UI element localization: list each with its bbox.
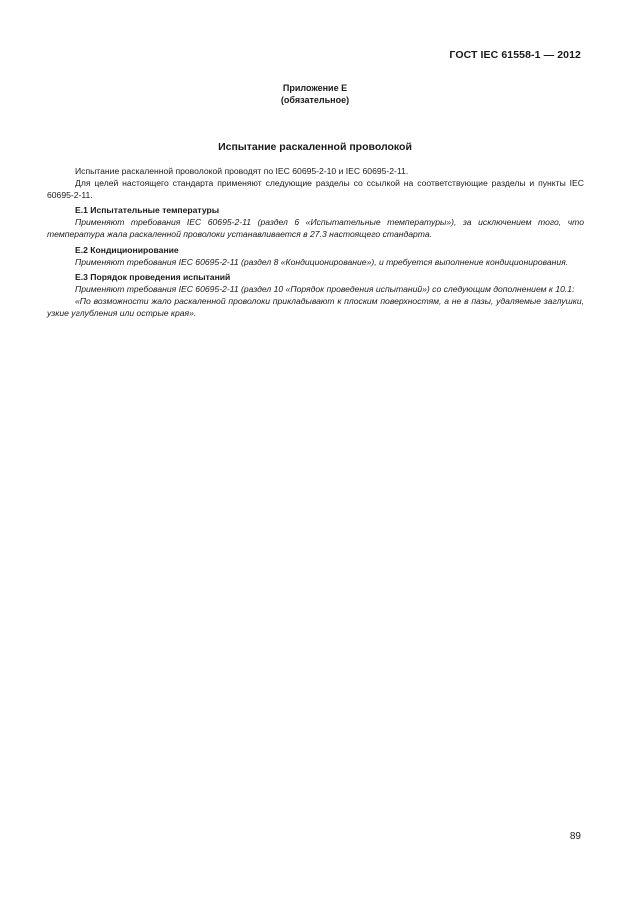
- section-paragraph: «По возможности жало раскаленной проволоки прикладывают к плоским поверхностям, а не в пазы, удаляемые заглушки, узкие углубления или острые края».: [47, 295, 584, 318]
- page-number: 89: [569, 831, 581, 842]
- intro-paragraph: Испытание раскаленной проволокой проводят по IEC 60695-2-10 и IEC 60695-2-11.: [75, 166, 409, 176]
- section-heading: Е.3 Порядок проведения испытаний: [75, 272, 231, 283]
- section-paragraph: Применяют требования IEC 60695-2-11 (раздел 10 «Порядок проведения испытаний») со следующим дополнением к 10.1:: [75, 284, 575, 295]
- section-paragraph: Применяют требования IEC 60695-2-11 (раздел 6 «Испытательные температуры»), за исключением того, что температура жала раскаленной проволоки устанавливается в 27.3 настоящего стандарта.: [47, 217, 584, 239]
- annex-title: Испытание раскаленной проволокой: [218, 141, 412, 153]
- annex-heading: [0, 82, 630, 106]
- annex-label: Приложение Е: [282, 83, 348, 93]
- annex-status: (обязательное): [280, 95, 350, 105]
- section-heading: Е.2 Кондиционирование: [75, 244, 179, 255]
- section-heading: Е.1 Испытательные температуры: [75, 205, 220, 216]
- section-paragraph: Применяют требования IEC 60695-2-11 (раздел 8 «Кондиционирование»), и требуется выполнение кондиционирования.: [75, 256, 569, 267]
- standard-code: ГОСТ IEC 61558-1 — 2012: [449, 49, 581, 61]
- document-body: [47, 166, 584, 320]
- intro-paragraph: Для целей настоящего стандарта применяют следующие разделы со ссылкой на соответствующие разделы и пункты IEC 60695-2-11.: [47, 177, 584, 200]
